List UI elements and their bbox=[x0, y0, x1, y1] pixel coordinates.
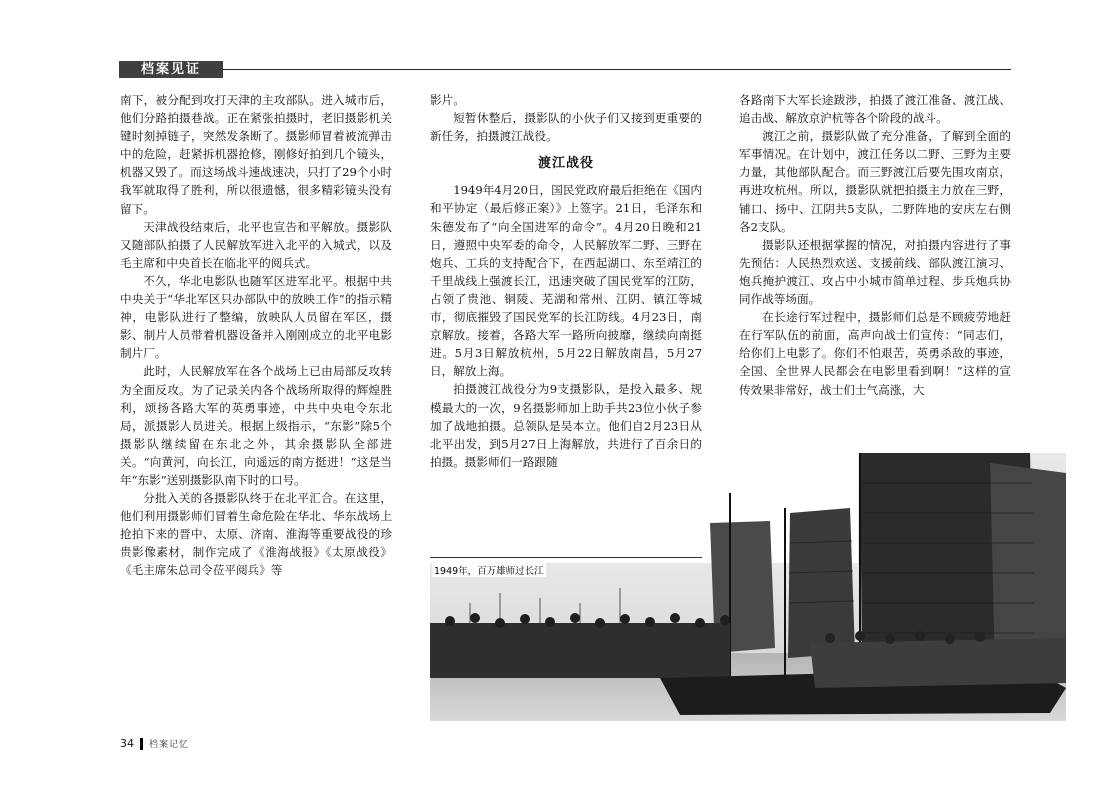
photo-caption: 1949年，百万雄师过长江 bbox=[432, 563, 546, 577]
footer-divider bbox=[140, 738, 143, 750]
text-column-2 bbox=[430, 91, 702, 471]
section-heading: 渡江战役 bbox=[537, 156, 594, 172]
paragraph: 拍摄渡江战役分为9支摄影队，是投入最多、规模最大的一次，9名摄影师加上助手共23位小伙子参加了战地拍摄。总领队是吴本立。他们自2月23日从北平出发，到5月27日上海解放，共进行了百余日的拍摄。摄影师们一路跟随 bbox=[430, 382, 702, 469]
paragraph: 摄影队还根据掌握的情况，对拍摄内容进行了事先预估：人民热烈欢送、支援前线、部队渡江演习、炮兵掩护渡江、攻占中小城市简单过程、步兵炮兵协同作战等场面。 bbox=[739, 237, 1011, 307]
paragraph: 短暂休整后，摄影队的小伙子们又接到更重要的新任务，拍摄渡江战役。 bbox=[430, 111, 702, 144]
historical-photo bbox=[430, 453, 1066, 721]
paragraph: 分批入关的各摄影队终于在北平汇合。在这里，他们利用摄影师们冒着生命危险在华北、华东战场上抢拍下来的晋中、太原、济南、淮海等重要战役的珍贵影像素材，制作完成了《淮海战报》《太原战役》《毛主席朱总司令莅平阅兵》等 bbox=[120, 491, 392, 578]
header-rule bbox=[223, 69, 1011, 70]
text-column-1 bbox=[120, 91, 392, 580]
paragraph: 渡江之前，摄影队做了充分准备，了解到全面的军事情况。在计划中，渡江任务以二野、三野为主要力量，其他部队配合。而三野渡江后要先围攻南京，再进攻杭州。所以，摄影队就把拍摄主力放在三野，铺口、扬中、江阴共5支队，二野阵地的安庆左右侧各2支队。 bbox=[739, 129, 1011, 234]
paragraph: 天津战役结束后，北平也宣告和平解放。摄影队又随部队拍摄了人民解放军进入北平的入城式，以及毛主席和中央首长在临北平的阅兵式。 bbox=[120, 219, 392, 270]
paragraph: 1949年4月20日，国民党政府最后拒绝在《国内和平协定（最后修正案）》上签字。21日，毛泽东和朱德发布了“向全国进军的命令”。4月20日晚和21日，遵照中央军委的命令，人民解放军二野、三野在炮兵、工兵的支持配合下，在西起湖口、东至靖江的千里战线上强渡长江，迅速突破了国民党军的江防，占领了贵池、铜陵、芜湖和常州、江阴、镇江等城市，彻底摧毁了国民党军的长江防线。4月23日，南京解放。接着，各路大军一路所向披靡，继续向南挺进。5月3日解放杭州，5月22日解放南昌，5月27日，解放上海。 bbox=[430, 183, 702, 379]
page-footer bbox=[120, 737, 189, 750]
paragraph: 影片。 bbox=[430, 93, 465, 107]
paragraph: 此时，人民解放军在各个战场上已由局部反攻转为全面反攻。为了记录关内各个战场所取得的辉煌胜利，颂扬各路大军的英勇事迹，中共中央电令东北局，派摄影人员进关。根据上级指示，“东影”除5个摄影队继续留在东北之外，其余摄影队全部进关。“向黄河，向长江，向遥远的南方挺进！”这是当年“东影”送别摄影队南下时的口号。 bbox=[120, 364, 392, 487]
text-column-3 bbox=[739, 91, 1011, 471]
paragraph: 各路南下大军长途跋涉，拍摄了渡江准备、渡江战、追击战、解放京沪杭等各个阶段的战斗。 bbox=[739, 93, 1011, 126]
paragraph: 在长途行军过程中，摄影师们总是不顾疲劳地赶在行军队伍的前面，高声向战士们宣传：“同志们，给你们上电影了。你们不怕艰苦，英勇杀敌的事迹，全国、全世界人民都会在电影里看到啊！”这样的宣传效果非常好，战士们士气高涨，大 bbox=[739, 310, 1011, 397]
paragraph: 南下，被分配到攻打天津的主攻部队。进入城市后，他们分路拍摄巷战。正在紧张拍摄时，老旧摄影机关键时刻掉链子，突然发条断了。摄影师冒着被流弹击中的危险，赶紧拆机器抢修，刚修好拍到几个镜头，机器又毁了。而这场战斗速战速决，只打了29个小时我军就取得了胜利，所以很遗憾，很多精彩镜头没有留下。 bbox=[120, 93, 392, 216]
section-tag: 档案见证 bbox=[119, 61, 223, 78]
caption-rule bbox=[430, 557, 702, 558]
paragraph: 不久，华北电影队也随军区进军北平。根据中共中央关于“华北军区只办部队中的放映工作”的指示精神，电影队进行了整编，放映队人员留在军区，摄影、制片人员带着机器设备并入刚刚成立的北平电影制片厂。 bbox=[120, 273, 392, 361]
page-number: 34 bbox=[120, 737, 134, 750]
photo-ships-crossing-river bbox=[430, 453, 1066, 721]
magazine-name: 档案记忆 bbox=[149, 740, 190, 750]
